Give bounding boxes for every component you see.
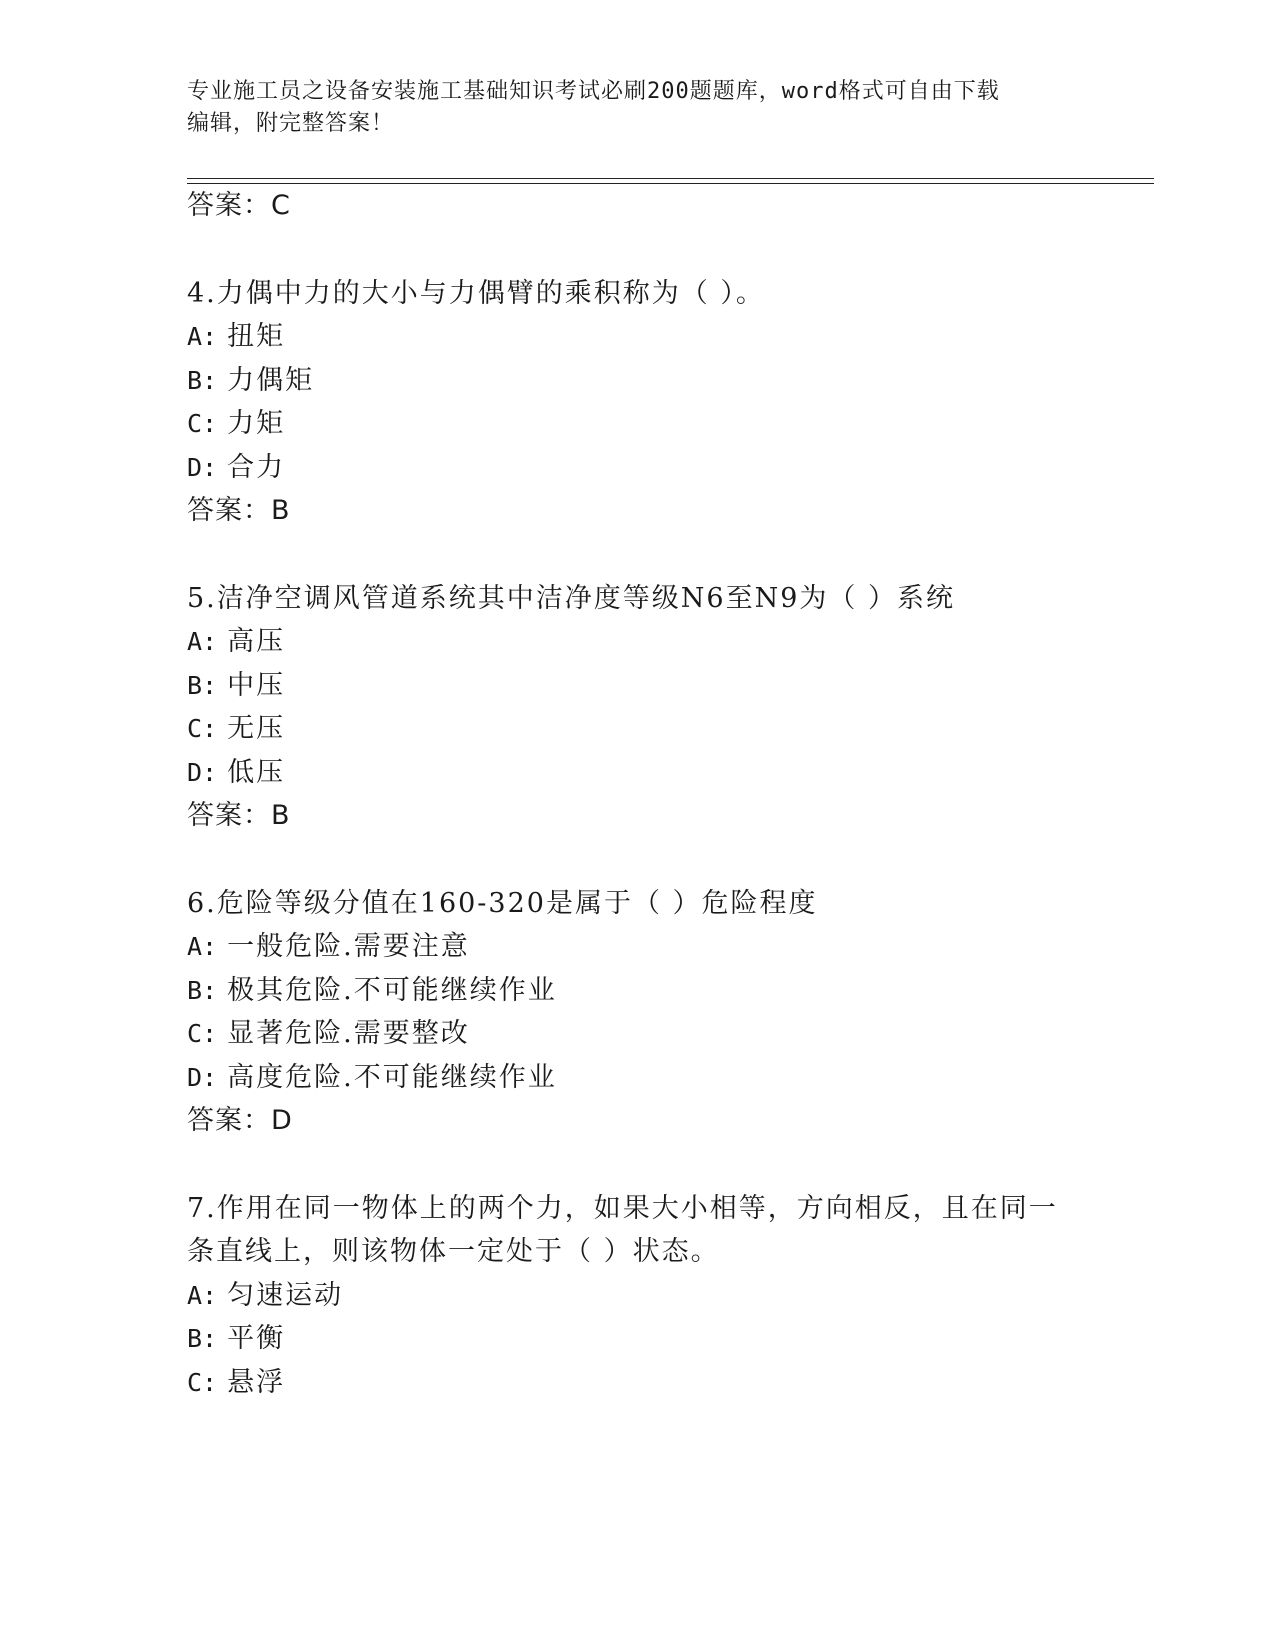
question-5-stem: 5.洁净空调风管道系统其中洁净度等级N6至N9为（ ）系统: [187, 583, 955, 614]
document-header: [187, 76, 1067, 140]
header-title-line-1: 专业施工员之设备安装施工基础知识考试必刷200题题库，word格式可自由下载: [187, 79, 1000, 104]
question-4-option-a: A: 扭矩: [187, 321, 286, 352]
question-6-option-c: C: 显著危险.需要整改: [187, 1018, 470, 1049]
question-7-option-c: C: 悬浮: [187, 1367, 286, 1398]
question-5-option-a: A: 高压: [187, 626, 286, 657]
question-4-option-d: D: 合力: [187, 452, 286, 483]
question-7-option-b: B: 平衡: [187, 1323, 286, 1354]
question-7-stem-line-1: 7.作用在同一物体上的两个力，如果大小相等，方向相反，且在同一: [187, 1193, 1058, 1224]
answer-q3: 答案：C: [187, 190, 291, 221]
question-5-option-d: D: 低压: [187, 757, 286, 788]
header-divider-bottom: [187, 183, 1154, 184]
question-5-option-c: C: 无压: [187, 713, 286, 744]
answer-q4: 答案：B: [187, 495, 291, 526]
question-6-option-d: D: 高度危险.不可能继续作业: [187, 1062, 557, 1093]
question-5-option-b: B: 中压: [187, 670, 286, 701]
answer-q5: 答案：B: [187, 800, 291, 831]
answer-q6: 答案：D: [187, 1105, 293, 1136]
question-7-stem-line-2: 条直线上，则该物体一定处于（ ）状态。: [187, 1236, 720, 1267]
question-7-option-a: A: 匀速运动: [187, 1280, 344, 1311]
question-6-stem: 6.危险等级分值在160-320是属于（ ）危险程度: [187, 888, 818, 919]
header-divider-top: [187, 178, 1154, 179]
question-4-stem: 4.力偶中力的大小与力偶臂的乘积称为（ ）。: [187, 278, 765, 309]
header-title-line-2: 编辑，附完整答案！: [187, 111, 395, 136]
question-4-option-c: C: 力矩: [187, 408, 286, 439]
question-6-option-a: A: 一般危险.需要注意: [187, 931, 470, 962]
question-4-option-b: B: 力偶矩: [187, 365, 315, 396]
question-6-option-b: B: 极其危险.不可能继续作业: [187, 975, 557, 1006]
